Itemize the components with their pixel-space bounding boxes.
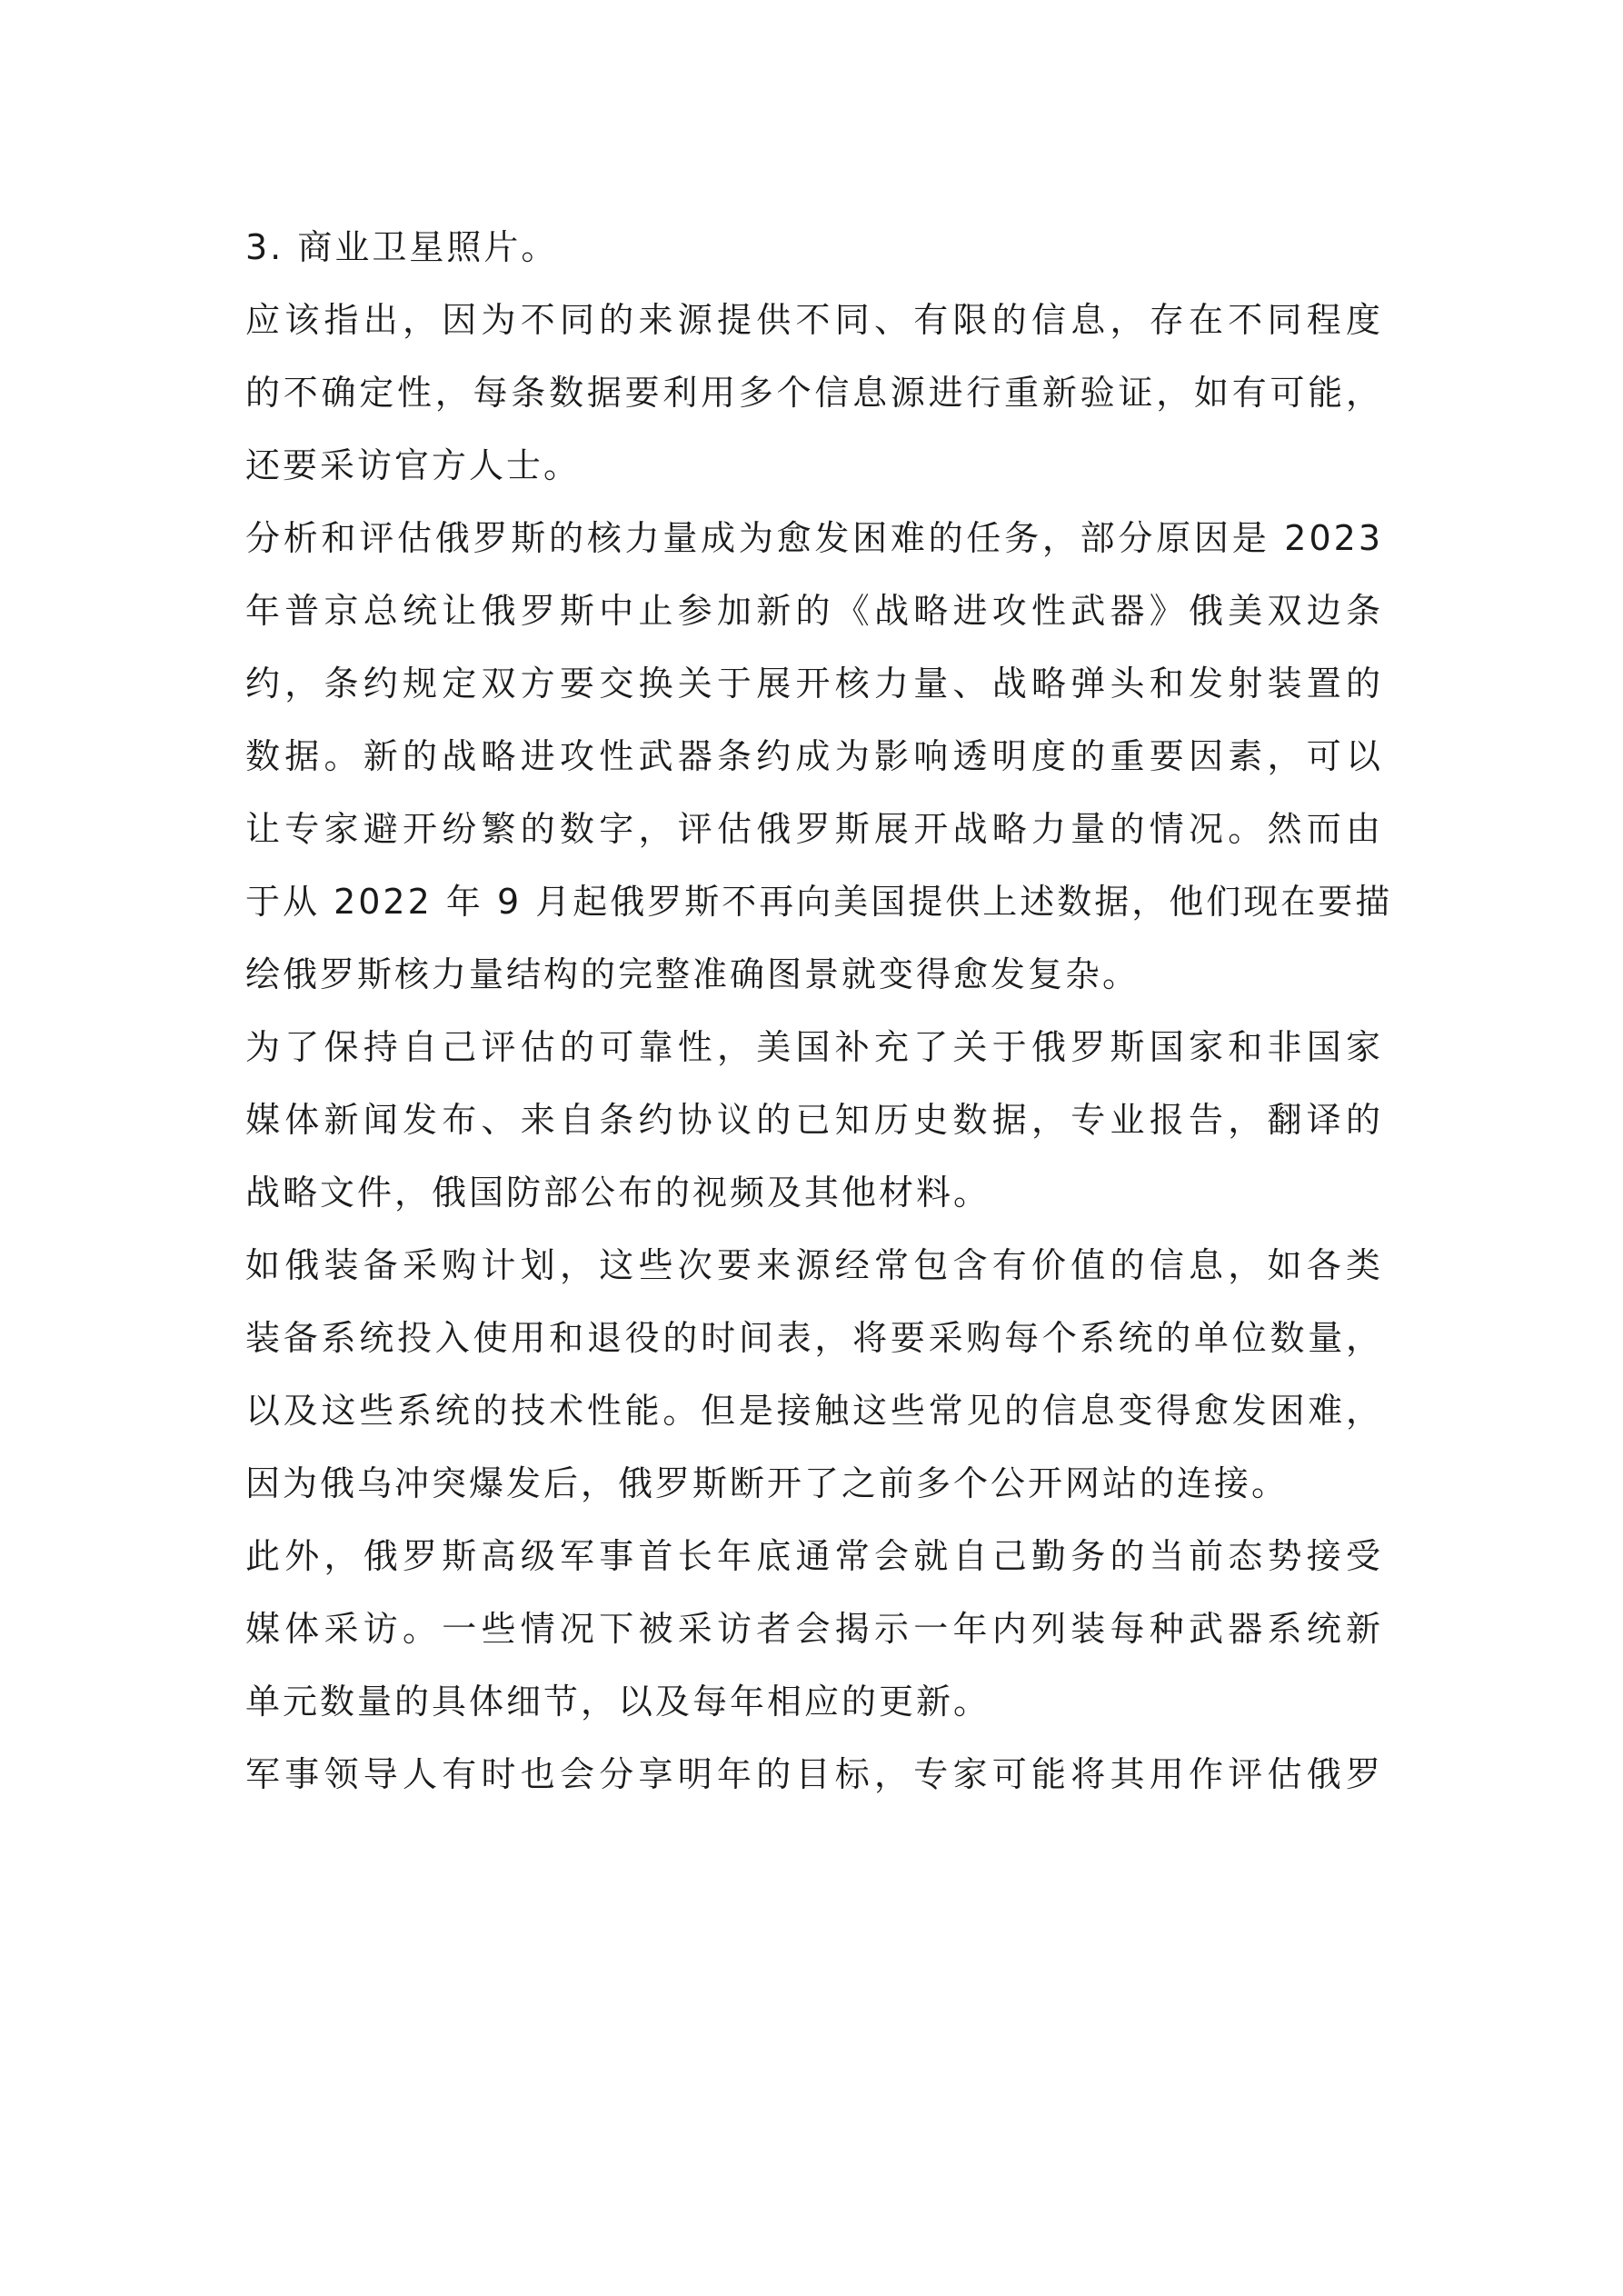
text-line: 装备系统投入使用和退役的时间表，将要采购每个系统的单位数量， <box>245 1318 1383 1358</box>
text-line: 的不确定性，每条数据要利用多个信息源进行重新验证，如有可能， <box>245 373 1383 413</box>
text-line: 如俄装备采购计划，这些次要来源经常包含有价值的信息，如各类 <box>245 1245 1383 1285</box>
paragraph-1 <box>245 211 1383 284</box>
text-line: 应该指出，因为不同的来源提供不同、有限的信息，存在不同程度 <box>245 300 1383 340</box>
paragraph-7 <box>245 1738 1383 1811</box>
text-line: 于从 2022 年 9 月起俄罗斯不再向美国提供上述数据，他们现在要描 <box>245 882 1393 922</box>
text-line: 为了保持自己评估的可靠性，美国补充了关于俄罗斯国家和非国家 <box>245 1027 1383 1067</box>
paragraph-4 <box>245 1011 1383 1229</box>
text-line: 分析和评估俄罗斯的核力量成为愈发困难的任务，部分原因是 2023 <box>245 518 1383 558</box>
paragraph-5 <box>245 1229 1383 1520</box>
text-line: 因为俄乌冲突爆发后，俄罗斯断开了之前多个公开网站的连接。 <box>245 1463 1289 1503</box>
document-body <box>245 211 1393 1811</box>
text-line: 军事领导人有时也会分享明年的目标，专家可能将其用作评估俄罗 <box>245 1754 1383 1794</box>
text-line: 绘俄罗斯核力量结构的完整准确图景就变得愈发复杂。 <box>245 954 1140 994</box>
text-line: 约，条约规定双方要交换关于展开核力量、战略弹头和发射装置的 <box>245 664 1383 704</box>
text-line: 战略文件，俄国防部公布的视频及其他材料。 <box>245 1173 991 1213</box>
text-line: 3. 商业卫星照片。 <box>245 227 559 267</box>
text-line: 此外，俄罗斯高级军事首长年底通常会就自己勤务的当前态势接受 <box>245 1536 1383 1576</box>
paragraph-6 <box>245 1520 1383 1738</box>
paragraph-2 <box>245 284 1383 502</box>
text-line: 数据。新的战略进攻性武器条约成为影响透明度的重要因素，可以 <box>245 736 1383 776</box>
text-line: 让专家避开纷繁的数字，评估俄罗斯展开战略力量的情况。然而由 <box>245 809 1383 849</box>
text-line: 媒体新闻发布、来自条约协议的已知历史数据，专业报告，翻译的 <box>245 1100 1383 1140</box>
text-line: 单元数量的具体细节，以及每年相应的更新。 <box>245 1682 991 1722</box>
text-line: 年普京总统让俄罗斯中止参加新的《战略进攻性武器》俄美双边条 <box>245 591 1383 631</box>
text-line: 还要采访官方人士。 <box>245 445 582 485</box>
text-line: 媒体采访。一些情况下被采访者会揭示一年内列装每种武器系统新 <box>245 1609 1383 1649</box>
text-line: 以及这些系统的技术性能。但是接触这些常见的信息变得愈发困难， <box>245 1391 1383 1431</box>
paragraph-3 <box>245 502 1393 1011</box>
